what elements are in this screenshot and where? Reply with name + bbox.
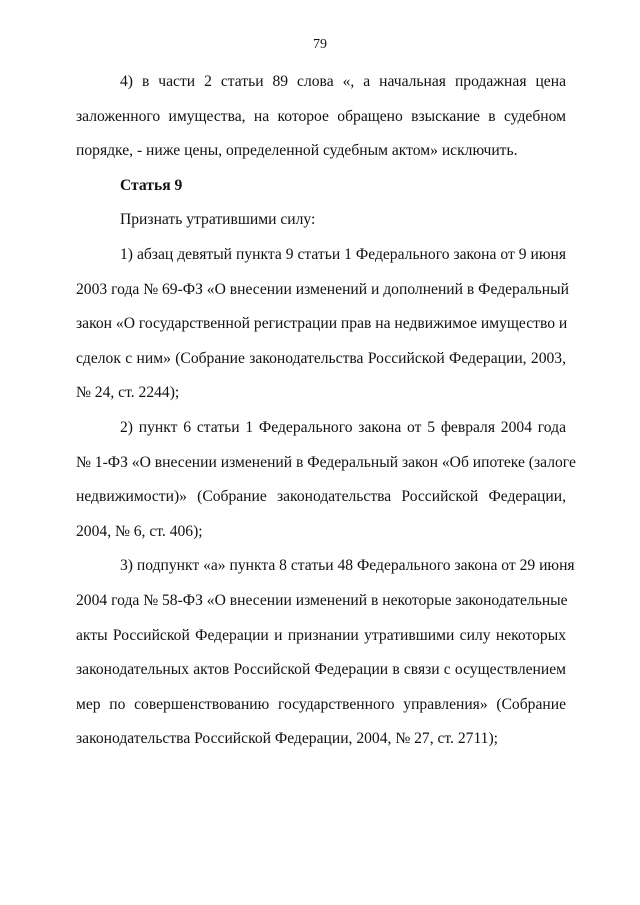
text-line: 2004, № 6, ст. 406); [76, 522, 203, 540]
text-line: недвижимости)» (Собрание законодательства Российской Федерации, [76, 488, 566, 506]
text-line: 3) подпункт «а» пункта 8 статьи 48 Федерального закона от 29 июня [120, 557, 575, 575]
text-line: мер по совершенствованию государственного управления» (Собрание [76, 695, 566, 713]
text-line: заложенного имущества, на которое обращено взыскание в судебном [76, 107, 566, 125]
text-line: законодательных актов Российской Федерации в связи с осуществлением [76, 661, 566, 679]
article-heading: Статья 9 [120, 176, 183, 194]
paragraph-intro [76, 209, 566, 244]
text-line: порядке, - ниже цены, определенной судебным актом» исключить. [76, 142, 518, 160]
text-line: № 1-ФЗ «О внесении изменений в Федеральный закон «Об ипотеке (залоге [76, 453, 576, 471]
article-heading-block [76, 175, 566, 210]
text-line: Признать утратившими силу: [120, 211, 316, 229]
paragraph-subitem-2 [76, 417, 576, 555]
text-line: сделок с ним» (Собрание законодательства Российской Федерации, 2003, [76, 349, 566, 367]
text-line: 2) пункт 6 статьи 1 Федерального закона от 5 февраля 2004 года [120, 418, 566, 436]
text-line: 1) абзац девятый пункта 9 статьи 1 Федерального закона от 9 июня [120, 245, 566, 263]
text-line: закон «О государственной регистрации прав на недвижимое имущество и [76, 315, 568, 333]
text-line: акты Российской Федерации и признании утратившими силу некоторых [76, 626, 566, 644]
text-line: законодательства Российской Федерации, 2004, № 27, ст. 2711); [76, 730, 498, 748]
text-line: 2004 года № 58-ФЗ «О внесении изменений в некоторые законодательные [76, 591, 568, 609]
paragraph-subitem-1 [76, 244, 569, 417]
page-number: 79 [313, 37, 327, 52]
paragraph-subitem-3 [76, 555, 575, 763]
document-body [76, 71, 576, 763]
paragraph-item-4 [76, 71, 566, 175]
text-line: 4) в части 2 статьи 89 слова «, а начальная продажная цена [120, 73, 566, 90]
text-line: 2003 года № 69-ФЗ «О внесении изменений и дополнений в Федеральный [76, 280, 569, 298]
text-line: № 24, ст. 2244); [76, 384, 180, 402]
